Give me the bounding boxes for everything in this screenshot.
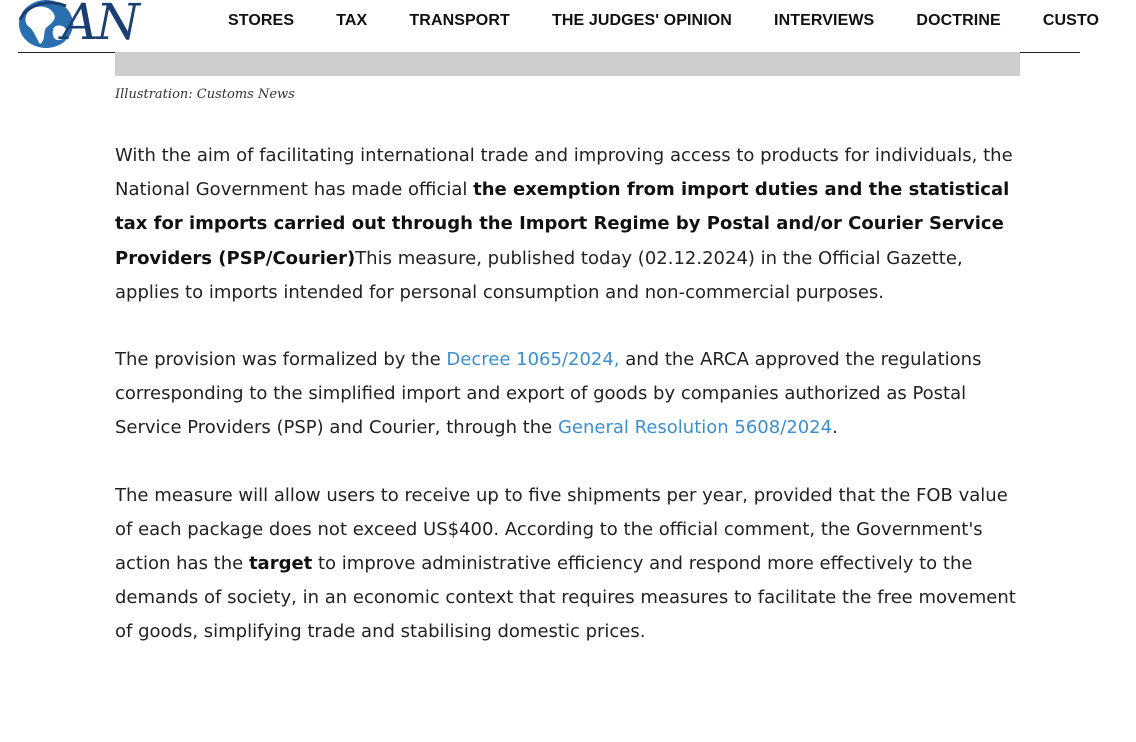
paragraph-text: to improve administrative efficiency and respond more effectively to the demands of society, in an economic context that requires measures to facilitate the free movement of goods, simplifying trade and stabilising domestic prices. — [115, 553, 1016, 643]
image-caption: Illustration: Customs News — [115, 87, 295, 102]
article-image — [115, 52, 1020, 76]
main-nav — [228, 10, 1136, 31]
nav-item-transport[interactable]: TRANSPORT — [409, 12, 510, 29]
site-header — [0, 0, 1100, 52]
logo-wordmark — [62, 0, 138, 50]
nav-item-doctrine[interactable]: DOCTRINE — [916, 12, 1001, 29]
article-paragraph-1 — [115, 139, 1025, 310]
nav-item-judges-opinion[interactable]: THE JUDGES' OPINION — [551, 12, 732, 29]
paragraph-text: The measure will allow users to receive up to five shipments per year, provided that the FOB value of each package does not exceed US$400. According to the official comment, the Government's action has the — [115, 484, 1008, 575]
paragraph-text: The provision was formalized by the — [115, 349, 447, 371]
article-paragraph-2 — [115, 343, 1025, 446]
paragraph-text: With the aim of facilitating international trade and improving access to products for individuals, the National Government has made official — [115, 145, 1013, 201]
paragraph-bold-text: target — [248, 553, 313, 575]
general-resolution-link[interactable]: General Resolution 5608/2024 — [557, 417, 833, 439]
nav-item-tax[interactable]: TAX — [336, 12, 368, 29]
article-body — [115, 139, 1025, 683]
decree-link[interactable]: Decree 1065/2024, — [446, 349, 620, 371]
article-paragraph-3 — [115, 479, 1025, 650]
paragraph-text: This measure, published today (02.12.2024) in the Official Gazette, applies to imports intended for personal consumption and non-commercial purposes. — [115, 247, 963, 303]
logo-letters: AN — [62, 0, 138, 51]
nav-item-interviews[interactable]: INTERVIEWS — [774, 12, 875, 29]
paragraph-text: and the ARCA approved the regulations corresponding to the simplified import and export of goods by companies authorized as Postal Service Providers (PSP) and Courier, through the — [115, 349, 982, 439]
paragraph-text: . — [832, 417, 838, 439]
nav-item-stores[interactable]: STORES — [228, 12, 295, 29]
paragraph-bold-text: the exemption from import duties and the statistical tax for imports carried out through the Import Regime by Postal and/or Courier Service Providers (PSP/Courier) — [115, 179, 1010, 269]
nav-item-customs[interactable]: CUSTO — [1042, 12, 1100, 29]
site-logo[interactable] — [16, 0, 146, 50]
